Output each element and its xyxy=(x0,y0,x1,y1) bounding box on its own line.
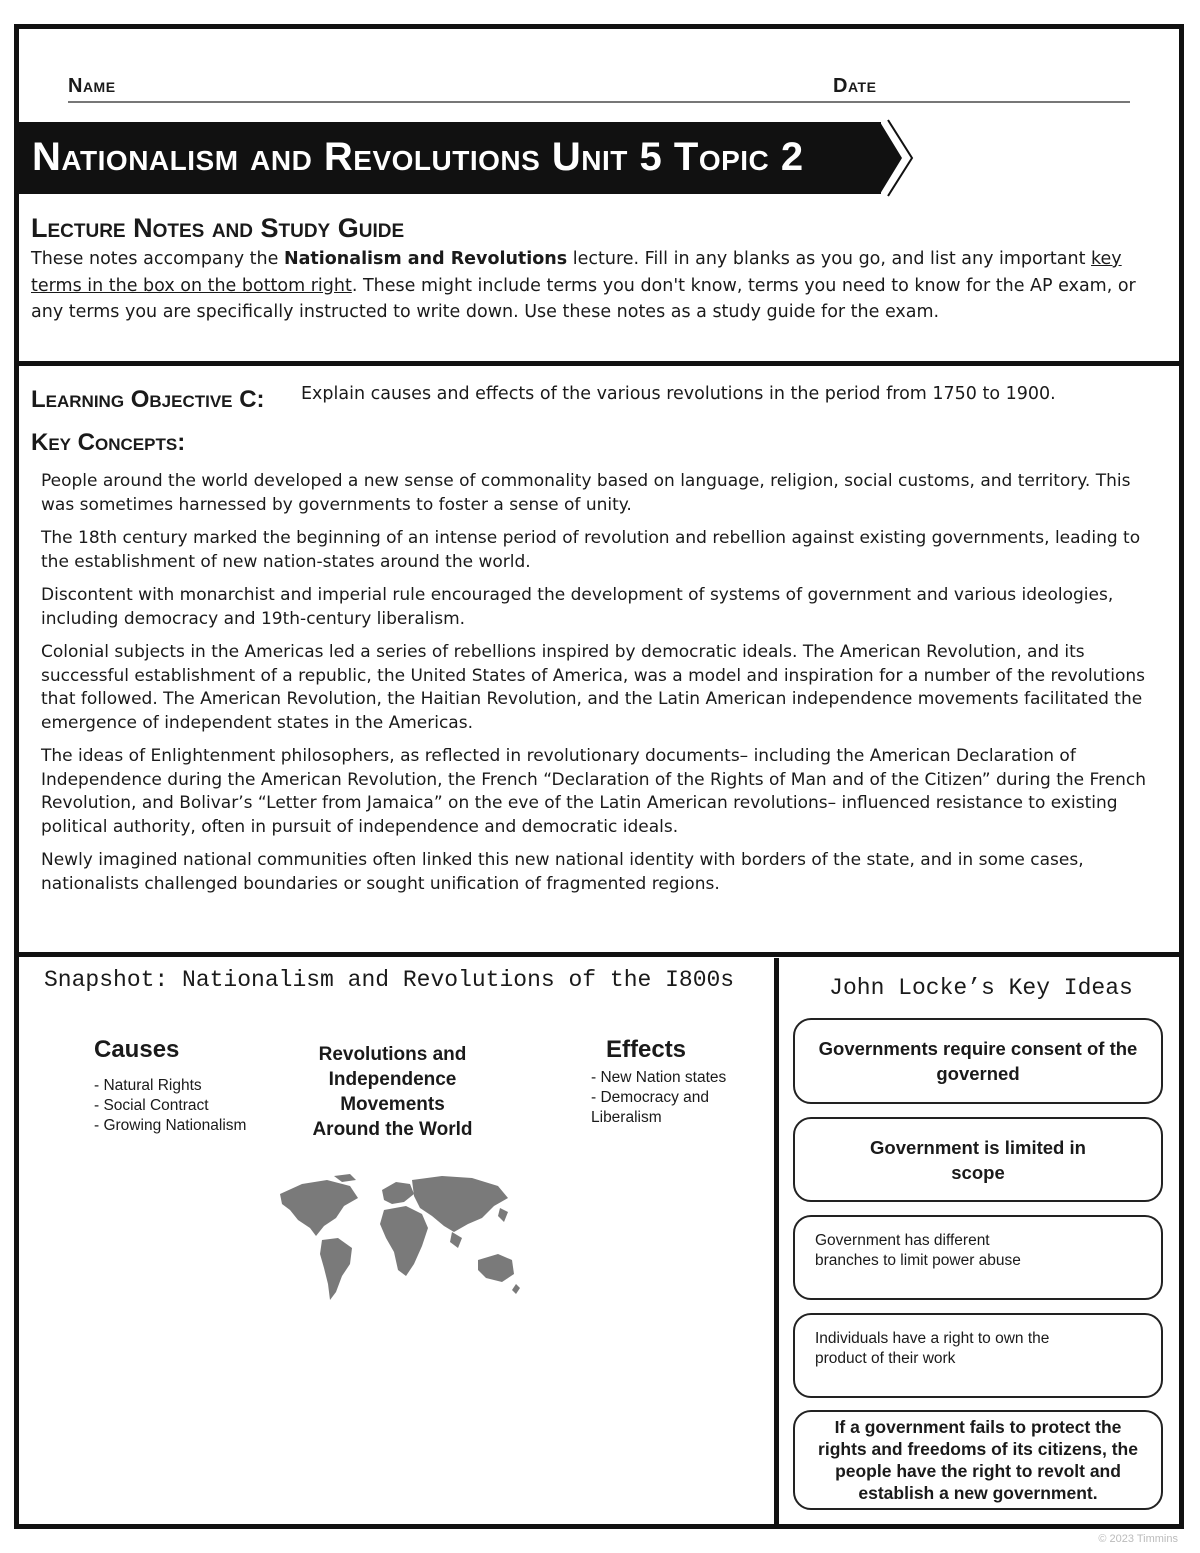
cause-item: - Social Contract xyxy=(94,1097,209,1114)
lecture-name: Nationalism and Revolutions xyxy=(283,249,568,269)
column-divider xyxy=(774,958,779,1528)
locke-card: If a government fails to protect the rights and freedoms of its citizens, the people have the right to revolt and establish a new government. xyxy=(793,1410,1163,1510)
objective-text: Explain causes and effects of the various revolutions in the period from 1750 to 1900. xyxy=(301,384,1056,404)
name-label: Name xyxy=(68,75,116,97)
cause-item: - Natural Rights xyxy=(94,1077,202,1094)
effects-heading: Effects xyxy=(606,1036,687,1063)
world-map-icon xyxy=(272,1172,524,1304)
locke-card: Governments require consent of the governed xyxy=(793,1018,1163,1104)
key-terms-link: key terms in the box on the bottom right xyxy=(31,249,1122,296)
key-concept-item: People around the world developed a new sense of commonality based on language, religion, social customs, and territory. This was sometimes harnessed by governments to foster a sense of unity. xyxy=(41,471,1131,515)
copyright: © 2023 Timmins xyxy=(1098,1533,1178,1545)
key-concepts-label: Key Concepts: xyxy=(31,429,186,456)
key-concept-item: The 18th century marked the beginning of an intense period of revolution and rebellion against existing governments, leading to the establishment of new nation-states around the world. xyxy=(41,528,1141,572)
key-concepts-list xyxy=(41,470,1166,906)
effect-item: - New Nation states xyxy=(591,1069,727,1086)
name-date-row xyxy=(68,75,1130,103)
causes-list xyxy=(94,1076,246,1136)
cause-item: - Growing Nationalism xyxy=(94,1117,247,1134)
locke-card: Government is limited in scope xyxy=(793,1117,1163,1202)
snapshot-title: Snapshot: Nationalism and Revolutions of the I800s xyxy=(44,967,735,993)
intro-heading: Lecture Notes and Study Guide xyxy=(31,213,405,243)
effect-item: Liberalism xyxy=(591,1109,662,1126)
effect-item: - Democracy and xyxy=(591,1089,710,1106)
key-concept-item: Colonial subjects in the Americas led a series of rebellions inspired by democratic ideals. The American Revolution, and its successful establishment of a republic, the United States of America, was a model and inspiration for a number of the revolutions that followed. The American Revolution, the Haitian Revolution, and the Latin American independence movements facilitated the emergence of independent states in the Americas. xyxy=(41,642,1145,733)
locke-card[interactable]: Government has different branches to limit power abuse xyxy=(793,1215,1163,1300)
effects-list xyxy=(591,1068,726,1128)
revolutions-center-label: Revolutions and Independence Movements Around the World xyxy=(312,1044,473,1140)
locke-title: John Locke’s Key Ideas xyxy=(829,975,1133,1001)
objective-label: Learning Objective C: xyxy=(31,386,265,413)
key-concept-item: Discontent with monarchist and imperial rule encouraged the development of systems of government and various ideologies, including democracy and 19th-century liberalism. xyxy=(41,585,1114,629)
key-concept-item: Newly imagined national communities often linked this new national identity with borders of the state, and in some cases, nationalists challenged boundaries or sought unification of fragmented regions. xyxy=(41,850,1084,894)
causes-heading: Causes xyxy=(94,1036,180,1063)
section-divider xyxy=(19,361,1179,366)
date-label: Date xyxy=(833,75,877,97)
page-title: Nationalism and Revolutions Unit 5 Topic 2 xyxy=(32,135,804,179)
key-concept-item: The ideas of Enlightenment philosophers, as reflected in revolutionary documents– including the American Declaration of Independence during the American Revolution, the French “Declaration of the Rights of Man and of the Citizen” during the French Revolution, and Bolivar’s “Letter from Jamaica” on the eve of the Latin American revolutions– influenced resistance to existing political authority, often in pursuit of independence and democratic ideals. xyxy=(41,746,1147,837)
locke-card[interactable]: Individuals have a right to own the product of their work xyxy=(793,1313,1163,1398)
section-divider xyxy=(19,952,1179,957)
name-date-line[interactable] xyxy=(68,101,1130,103)
banner-arrow-outline-icon xyxy=(886,118,914,198)
intro-paragraph: These notes accompany the Nationalism and Revolutions lecture. Fill in any blanks as you go, and list any important key terms in the box on the bottom right. These might include terms you don't know, terms you need to know for the AP exam, or any terms you are specifically instructed to write down. Use these notes as a study guide for the exam. xyxy=(31,249,1136,322)
